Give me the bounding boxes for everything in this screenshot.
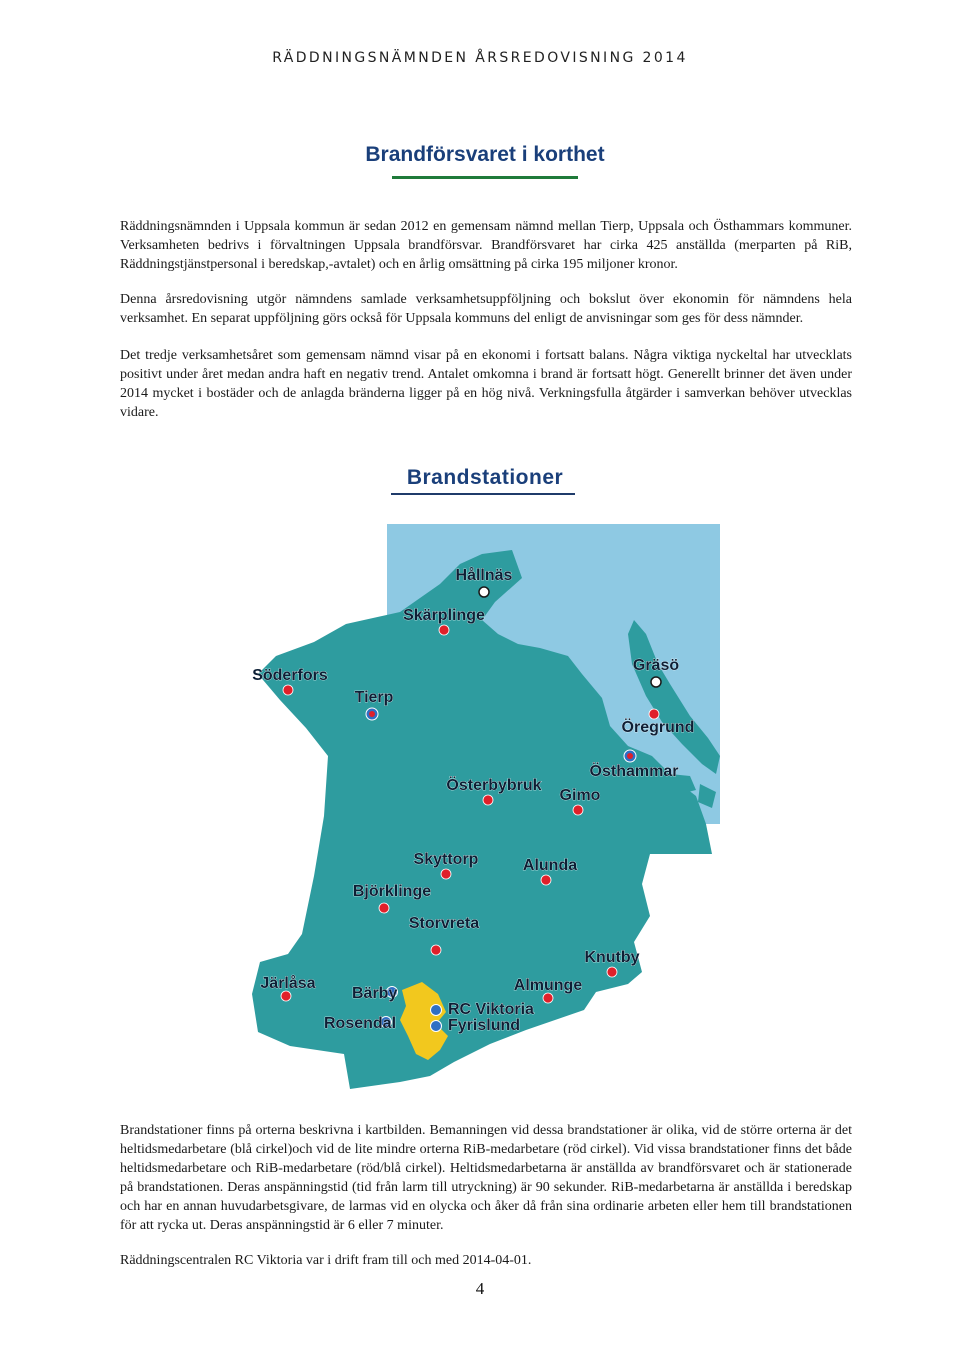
section-title-brandstationer: Brandstationer xyxy=(406,466,564,489)
station-marker-östhammar xyxy=(624,750,636,762)
station-label-gräsö: Gräsö xyxy=(632,657,680,674)
station-marker-skärplinge xyxy=(439,625,449,635)
station-marker-fyrislund xyxy=(431,1021,442,1032)
station-label-rc-viktoria: RC Viktoria xyxy=(448,1001,534,1018)
title-underline xyxy=(392,176,578,179)
station-marker-järlåsa xyxy=(281,991,291,1001)
station-marker-gräsö xyxy=(651,677,661,687)
station-marker-alunda xyxy=(541,875,551,885)
summary-paragraph: Det tredje verksamhetsåret som gemensam nämnd visar på en ekonomi i fortsatt balans. Några viktiga nyckeltal har utvecklats positivt under året medan andra haft en negativ trend. Antalet omkomna i brand är fortsatt högt. Generellt brinner det även under 2014 mycket i bostäder och de anlagda bränderna ligger på en hög nivå. Verkningsfulla åtgärder i samverkan behöver utvecklas vidare. xyxy=(120,348,852,420)
fire-station-map xyxy=(250,524,730,1092)
report-scope-paragraph: Denna årsredovisning utgör nämndens samlade verksamhetsuppföljning och bokslut över ekonomin för nämndens hela verksamhet. En separat uppföljning görs också för Uppsala kommuns del enligt de anvisningar som ges för dess nämnder. xyxy=(120,292,852,326)
station-label-tierp: Tierp xyxy=(354,689,394,706)
station-marker-skyttorp xyxy=(441,869,451,879)
station-marker-björklinge xyxy=(379,903,389,913)
page-title: Brandförsvaret i korthet xyxy=(365,143,605,166)
section-title-underline xyxy=(391,493,575,495)
station-marker-öregrund xyxy=(649,709,659,719)
station-label-gimo: Gimo xyxy=(559,787,601,804)
station-marker-storvreta xyxy=(431,945,441,955)
station-marker-söderfors xyxy=(283,685,293,695)
station-label-järlåsa: Järlåsa xyxy=(260,975,316,992)
station-marker-tierp xyxy=(366,708,378,720)
station-label-rosendal: Rosendal xyxy=(324,1015,397,1032)
rc-viktoria-note: Räddningscentralen RC Viktoria var i drift fram till och med 2014-04-01. xyxy=(120,1253,532,1268)
station-label-hållnäs: Hållnäs xyxy=(455,567,513,584)
station-label-storvreta: Storvreta xyxy=(408,915,480,932)
station-label-österbybruk: Österbybruk xyxy=(446,777,542,794)
station-label-knutby: Knutby xyxy=(584,949,640,966)
map-caption: Brandstationer finns på orterna beskrivna i kartbilden. Bemanningen vid dessa brandstationer är olika, vid de större orterna är det heltidsmedarbetare (blå cirkel)och vid de lite mindre orterna RiB-medarbetare (röd cirkel). Vid vissa brandstationer finns det både heltidsmedarbetare och RiB-medarbetare (röd/blå cirkel). Heltidsmedarbetarna är anställda av brandförsvaret och är stationerade på brandstationen. Deras anspänningstid (tid från larm till utryckning) är 90 sekunder. RiB-medarbetarna är anställda i beredskap och har en annan huvudarbetsgivare, de larmas vid en olycka och åker då från sina ordinarie arbeten eller hem till brandstationen för att rycka ut. Deras anspänningstid är 6 eller 7 minuter. xyxy=(120,1123,852,1233)
station-marker-hållnäs xyxy=(479,587,489,597)
station-label-öregrund: Öregrund xyxy=(621,719,695,736)
station-label-alunda: Alunda xyxy=(522,857,578,874)
station-marker-österbybruk xyxy=(483,795,493,805)
page-number: 4 xyxy=(475,1279,485,1298)
running-header: RÄDDNINGSNÄMNDEN ÅRSREDOVISNING 2014 xyxy=(272,50,688,66)
station-label-skärplinge: Skärplinge xyxy=(403,607,485,624)
intro-paragraph: Räddningsnämnden i Uppsala kommun är sedan 2012 en gemensam nämnd mellan Tierp, Uppsala och Östhammars kommuner. Verksamheten bedrivs i förvaltningen Uppsala brandförsvar. Brandförsvaret har cirka 425 anställda (merparten på RiB, Räddningstjänstpersonal i beredskap,-avtalet) och en årlig omsättning på cirka 195 miljoner kronor. xyxy=(120,219,852,272)
station-marker-gimo xyxy=(573,805,583,815)
station-label-skyttorp: Skyttorp xyxy=(413,851,479,868)
station-marker-knutby xyxy=(607,967,617,977)
station-marker-rc-viktoria xyxy=(431,1005,442,1016)
station-label-söderfors: Söderfors xyxy=(252,667,328,684)
station-label-fyrislund: Fyrislund xyxy=(448,1017,521,1034)
station-label-björklinge: Björklinge xyxy=(352,883,432,900)
station-label-bärby: Bärby xyxy=(352,985,398,1002)
station-label-almunge: Almunge xyxy=(513,977,583,994)
station-marker-almunge xyxy=(543,993,553,1003)
station-label-östhammar: Östhammar xyxy=(589,763,679,780)
